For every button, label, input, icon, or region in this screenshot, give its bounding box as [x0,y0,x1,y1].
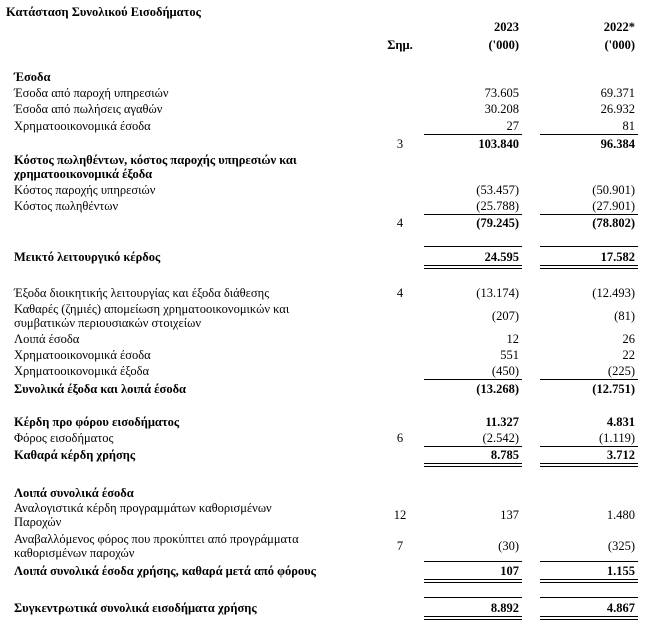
row-value-2023: 12 [506,332,519,346]
row-value-2022: (27.901) [592,199,635,213]
profit-before-tax-2022: 4.831 [606,415,635,429]
row-label: Έσοδα από παροχή υπηρεσιών [14,86,169,100]
row-label: Κόστος παροχής υπηρεσιών [14,183,156,197]
final-double-rule-2022 [540,616,638,620]
profit-before-tax-2023: 11.327 [485,415,519,429]
row-label: Αναλογιστικά κέρδη προγραμμάτων καθορισμένων [14,501,272,515]
row-value-2022: 69.371 [600,86,635,100]
oci-double-rule-2023 [424,579,522,583]
gross-rule-2022 [540,246,638,247]
gross-profit-2023: 24.595 [484,250,519,264]
note-ref: 4 [396,286,404,300]
row-label: Χρηματοοικονομικά έσοδα [14,348,151,362]
expenses-total-2023: (13.268) [476,382,519,396]
subtotal-rule-2022 [540,561,638,562]
row-label: Έξοδα διοικητικής λειτουργίας και έξοδα διάθεσης [14,286,270,300]
statement-title: Κατάσταση Συνολικού Εισοδήματος [6,5,201,19]
note-ref: 6 [396,431,404,445]
final-rule-2023 [424,597,522,598]
row-value-2022: 26 [622,332,635,346]
cost-total-2023: (79.245) [476,216,519,230]
revenue-total-2023: 103.840 [478,137,519,151]
subtotal-rule-2022 [540,134,638,135]
expenses-total-label: Συνολικά έξοδα και λοιπά έσοδα [14,382,187,396]
gross-profit-2022: 17.582 [600,250,635,264]
row-label: Κόστος πωληθέντων [14,199,119,213]
subtotal-rule-2022 [540,214,638,215]
row-value-2022: (1.119) [599,431,635,445]
header-year-2022: 2022* [603,20,635,34]
gross-double-rule-2023 [424,265,522,269]
row-value-2022: (325) [607,539,635,553]
oci-double-rule-2022 [540,579,638,583]
row-label-cont: Παροχών [14,515,62,529]
row-value-2023: 73.605 [484,86,519,100]
total-comprehensive-label: Συγκεντρωτικά συνολικά εισοδήματα χρήσης [14,601,257,615]
subtotal-rule-2023 [424,446,522,447]
header-note: Σημ. [387,38,413,52]
note-ref: 3 [396,137,404,151]
subtotal-rule-2023 [424,561,522,562]
header-unit-2022: ('000) [604,38,635,52]
note-ref: 4 [396,216,404,230]
row-value-2022: (12.493) [592,286,635,300]
oci-total-2023: 107 [500,564,519,578]
row-value-2023: 551 [500,348,519,362]
section-heading-costs: Κόστος πωληθέντων, κόστος παροχής υπηρεσιών και [14,153,297,167]
gross-double-rule-2022 [540,265,638,269]
row-value-2022: (50.901) [592,183,635,197]
row-label: Χρηματοοικονομικά έσοδα [14,119,151,133]
row-value-2023: 137 [500,508,519,522]
row-value-2022: 1.480 [606,508,635,522]
row-value-2023: (30) [498,539,519,553]
net-double-rule-2022 [540,463,638,467]
row-label-cont: συμβατικών περιουσιακών στοιχείων [14,316,201,330]
gross-rule-2023 [424,246,522,247]
row-value-2022: 26.932 [600,102,635,116]
net-profit-2022: 3.712 [606,448,635,462]
subtotal-rule-2022 [540,446,638,447]
row-value-2023: (13.174) [476,286,519,300]
subtotal-rule-2022 [540,379,638,380]
total-comprehensive-2023: 8.892 [490,601,519,615]
row-label: Έσοδα από πωλήσεις αγαθών [14,102,163,116]
expenses-total-2022: (12.751) [592,382,635,396]
final-double-rule-2023 [424,616,522,620]
subtotal-rule-2023 [424,134,522,135]
row-label: Αναβαλλόμενος φόρος που προκύπτει από προγράμματα [14,532,299,546]
profit-before-tax-label: Κέρδη προ φόρου εισοδήματος [14,415,180,429]
row-value-2022: 22 [622,348,635,362]
section-heading-costs-cont: χρηματοοικονομικά έξοδα [14,167,153,181]
row-value-2023: (25.788) [476,199,519,213]
gross-profit-label: Μεικτό λειτουργικό κέρδος [14,250,161,264]
row-value-2022: (81) [614,309,635,323]
row-value-2023: (53.457) [476,183,519,197]
net-profit-label: Καθαρά κέρδη χρήσης [14,448,136,462]
row-value-2023: (450) [491,364,519,378]
header-year-2023: 2023 [494,20,519,34]
total-comprehensive-2022: 4.867 [606,601,635,615]
oci-total-2022: 1.155 [606,564,635,578]
row-label: Λοιπά έσοδα [14,332,80,346]
row-label: Φόρος εισοδήματος [14,431,114,445]
row-value-2022: (225) [607,364,635,378]
row-label-cont: καθορισμένων παροχών [14,546,135,560]
cost-total-2022: (78.802) [592,216,635,230]
row-label: Χρηματοοικονομικά έξοδα [14,364,150,378]
header-unit-2023: ('000) [488,38,519,52]
oci-total-label: Λοιπά συνολικά έσοδα χρήσης, καθαρά μετά από φόρους [14,564,316,578]
row-value-2023: 27 [506,119,519,133]
subtotal-rule-2023 [424,214,522,215]
revenue-total-2022: 96.384 [600,137,635,151]
section-heading-revenue: Έσοδα [14,70,51,84]
row-value-2023: 30.208 [484,102,519,116]
net-profit-2023: 8.785 [490,448,519,462]
final-rule-2022 [540,597,638,598]
row-value-2022: 81 [622,119,635,133]
subtotal-rule-2023 [424,379,522,380]
row-value-2023: (207) [491,309,519,323]
section-heading-oci: Λοιπά συνολικά έσοδα [14,486,134,500]
note-ref: 7 [396,539,404,553]
note-ref: 12 [393,508,407,522]
row-value-2023: (2.542) [482,431,519,445]
row-label: Καθαρές (ζημιές) απομείωση χρηματοοικονομικών και [14,302,290,316]
net-double-rule-2023 [424,463,522,467]
